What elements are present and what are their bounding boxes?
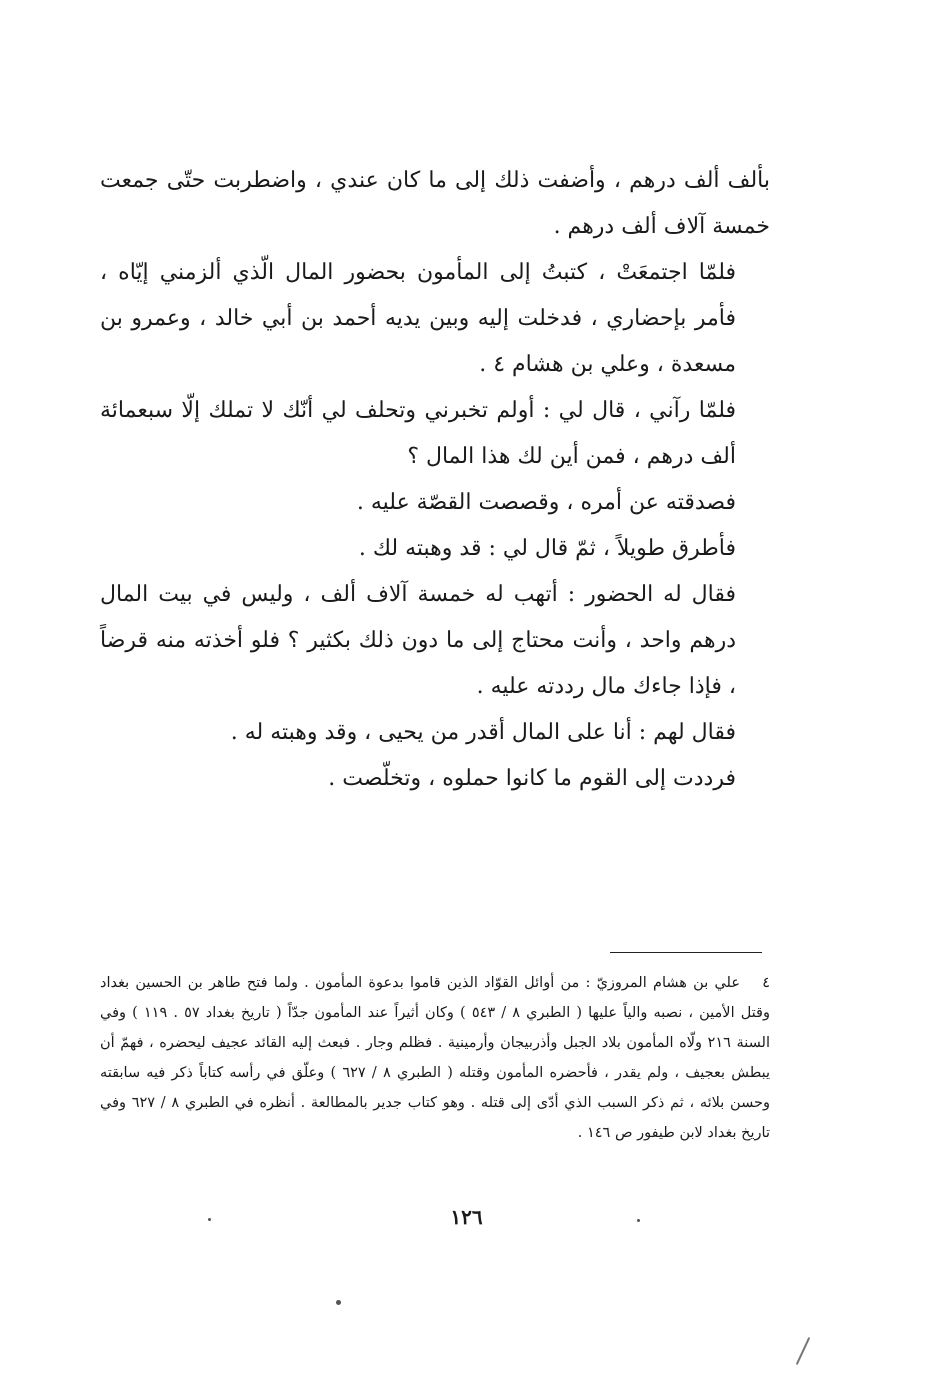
footnote-divider [610,952,762,953]
paragraph-2: فلمّا اجتمعَتْ ، كتبتُ إلى المأمون بحضور المال الّذي ألزمني إيّاه ، فأمر بإحضاري ، فدخلت إليه وبين يديه أحمد بن أبي خالد ، وعمرو بن مسعدة ، وعلي بن هشام ٤ . [100,260,736,377]
paragraph-4: فصدقته عن أمره ، وقصصت القصّة عليه . [356,490,736,515]
paragraph-5: فأطرق طويلاً ، ثمّ قال لي : قد وهبته لك . [358,536,736,561]
footnote [100,968,770,1148]
scan-speck [796,1337,810,1365]
paragraph-6: فقال له الحضور : أتهب له خمسة آلاف ألف ، وليس في بيت المال درهم واحد ، وأنت محتاج إلى ما دون ذلك بكثير ؟ فلو أخذته منه قرضاً ، فإذا جاءك مال رددته عليه . [100,582,736,699]
paragraph-1: بألف ألف درهم ، وأضفت ذلك إلى ما كان عندي ، واضطربت حتّى جمعت خمسة آلاف ألف درهم . [100,168,770,239]
scan-speck [208,1218,211,1221]
paragraph-3: فلمّا رآني ، قال لي : أولم تخبرني وتحلف لي أنّك لا تملك إلّا سبعمائة ألف درهم ، فمن أين لك هذا المال ؟ [100,398,736,469]
page-number: ١٢٦ [450,1205,483,1229]
scan-speck [637,1219,640,1222]
scan-speck [336,1300,341,1305]
paragraph-8: فرددت إلى القوم ما كانوا حملوه ، وتخلّصت . [328,766,736,791]
footnote-text: علي بن هشام المروزيّ : من أوائل القوّاد الذين قاموا بدعوة المأمون . ولما فتح طاهر بن الحسين بغداد وقتل الأمين ، نصبه والياً عليها ( الطبري ٨ / ٥٤٣ ) وكان أثيراً عند المأمون جدّاً ( تاريخ بغداد ٥٧ . ١١٩ ) وفي السنة ٢١٦ ولّاه المأمون بلاد الجبل وأذربيجان وأرمينية . فظلم وجار . فبعث إليه القائد عجيف ليحضره ، فهمّ أن يبطش بعجيف ، ولم يقدر ، فأحضره المأمون وقتله ( الطبري ٨ / ٦٢٧ ) وعلّق في رأسه كتاباً ذكر فيه سابقته وحسن بلائه ، ثم ذكر السبب الذي أدّى إلى قتله . وهو كتاب جدير بالمطالعة . أنظره في الطبري ٨ / ٦٢٧ وفي تاريخ بغداد لابن طيفور ص ١٤٦ . [100,975,771,1141]
paragraph-7: فقال لهم : أنا على المال أقدر من يحيى ، وقد وهبته له . [230,720,736,745]
main-text [100,158,770,802]
footnote-number: ٤ [762,975,770,991]
